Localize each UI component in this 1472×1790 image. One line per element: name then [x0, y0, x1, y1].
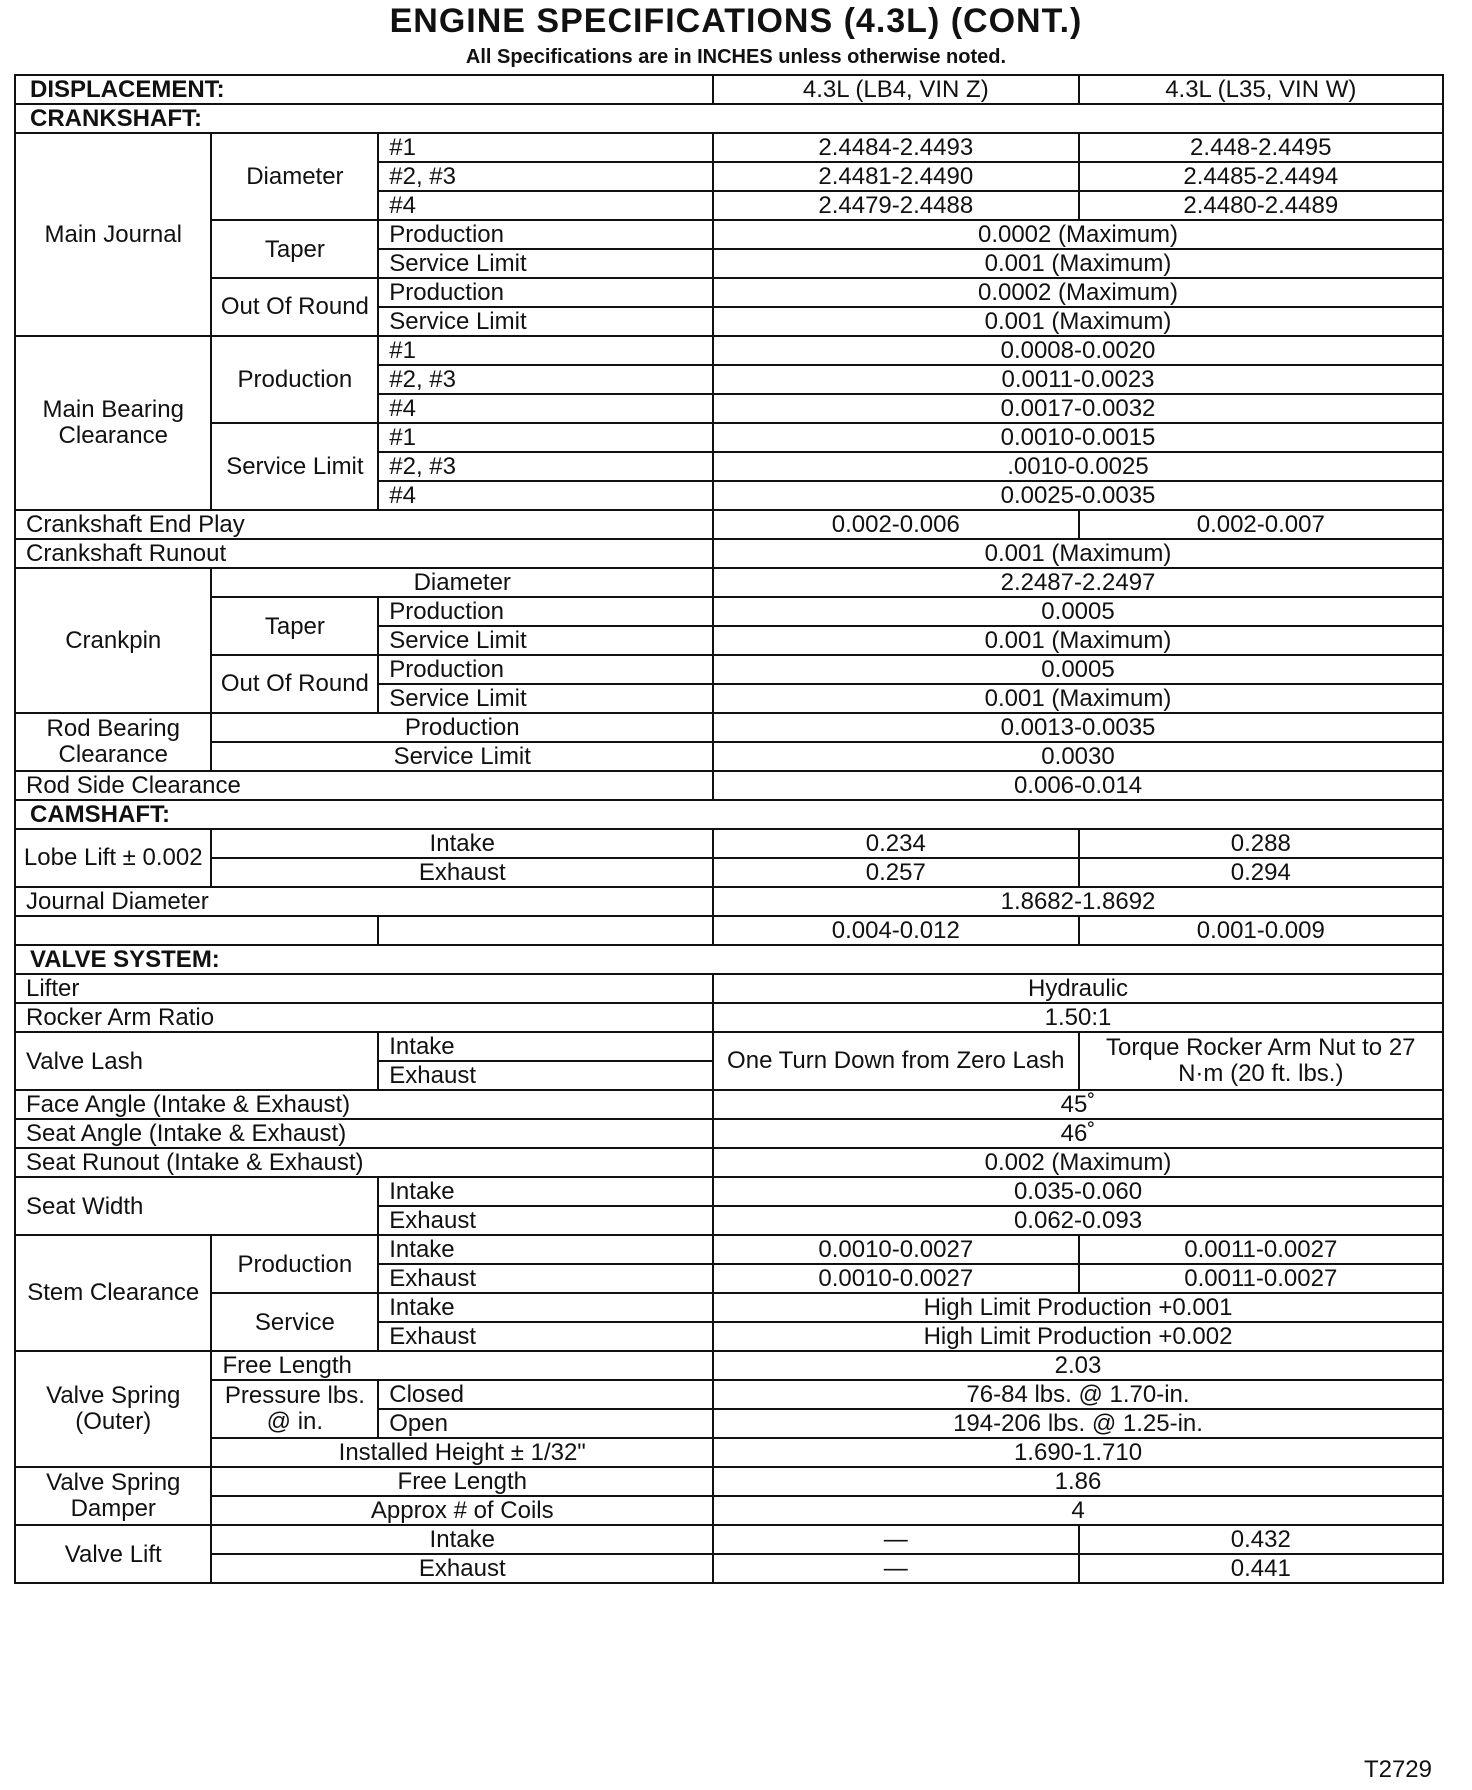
intake-label: Intake	[378, 1293, 713, 1322]
table-cell: High Limit Production +0.002	[713, 1322, 1443, 1351]
rod-bearing-clearance-label: Rod Bearing Clearance	[15, 713, 211, 771]
column-header-lb4: 4.3L (LB4, VIN Z)	[713, 75, 1079, 104]
pressure-label: Pressure lbs. @ in.	[211, 1380, 378, 1438]
table-cell: 0.234	[713, 829, 1079, 858]
production-label: Production	[378, 655, 713, 684]
table-cell: 0.002-0.006	[713, 510, 1079, 539]
table-cell: 0.441	[1079, 1554, 1443, 1583]
figure-id: T2729	[1363, 1756, 1432, 1783]
table-cell: 4	[713, 1496, 1443, 1525]
crankshaft-end-play-label: Crankshaft End Play	[15, 510, 713, 539]
free-length-label: Free Length	[211, 1467, 713, 1496]
table-cell: 1.50:1	[713, 1003, 1443, 1032]
table-cell: 0.001 (Maximum)	[713, 684, 1443, 713]
table-cell: 0.001-0.009	[1079, 916, 1443, 945]
table-cell: 0.0011-0.0023	[713, 365, 1443, 394]
table-cell: 0.006-0.014	[713, 771, 1443, 800]
table-cell: 0.062-0.093	[713, 1206, 1443, 1235]
empty-cell	[378, 916, 713, 945]
table-row	[15, 423, 1443, 452]
lifter-label: Lifter	[15, 974, 713, 1003]
production-label: Production	[378, 278, 713, 307]
table-cell: 0.0005	[713, 655, 1443, 684]
table-cell: 0.0030	[713, 742, 1443, 771]
exhaust-label: Exhaust	[378, 1061, 713, 1090]
table-row	[15, 771, 1443, 800]
table-cell: —	[713, 1525, 1079, 1554]
table-cell: 0.0013-0.0035	[713, 713, 1443, 742]
service-limit-label: Service Limit	[378, 626, 713, 655]
table-cell: 0.004-0.012	[713, 916, 1079, 945]
table-cell: —	[713, 1554, 1079, 1583]
table-cell: 0.0025-0.0035	[713, 481, 1443, 510]
table-cell: 0.0017-0.0032	[713, 394, 1443, 423]
engine-spec-table	[14, 74, 1444, 1584]
service-limit-label: Service Limit	[378, 684, 713, 713]
production-label: Production	[211, 1235, 378, 1293]
table-row	[15, 539, 1443, 568]
table-cell: 0.002 (Maximum)	[713, 1148, 1443, 1177]
table-cell: 2.4480-2.4489	[1079, 191, 1443, 220]
intake-label: Intake	[378, 1235, 713, 1264]
table-row	[15, 1554, 1443, 1583]
journal-number-label: #2, #3	[378, 365, 713, 394]
table-row	[15, 974, 1443, 1003]
stem-clearance-label: Stem Clearance	[15, 1235, 211, 1351]
main-journal-label: Main Journal	[15, 133, 211, 336]
journal-diameter-label: Journal Diameter	[15, 887, 713, 916]
table-cell: 2.03	[713, 1351, 1443, 1380]
out-of-round-label: Out Of Round	[211, 655, 378, 713]
table-cell: 0.288	[1079, 829, 1443, 858]
table-cell: 0.001 (Maximum)	[713, 539, 1443, 568]
column-header-l35: 4.3L (L35, VIN W)	[1079, 75, 1443, 104]
service-limit-label: Service Limit	[378, 249, 713, 278]
table-cell: 194-206 lbs. @ 1.25-in.	[713, 1409, 1443, 1438]
table-cell: 0.294	[1079, 858, 1443, 887]
table-cell: Hydraulic	[713, 974, 1443, 1003]
table-cell: 0.0010-0.0027	[713, 1235, 1079, 1264]
table-row	[15, 133, 1443, 162]
table-row	[15, 278, 1443, 307]
table-cell: 45˚	[713, 1090, 1443, 1119]
page-subtitle: All Specifications are in INCHES unless otherwise noted.	[465, 46, 1007, 68]
table-cell: 0.257	[713, 858, 1079, 887]
production-label: Production	[378, 597, 713, 626]
rocker-arm-ratio-label: Rocker Arm Ratio	[15, 1003, 713, 1032]
table-cell: 0.002-0.007	[1079, 510, 1443, 539]
table-cell: 1.690-1.710	[713, 1438, 1443, 1467]
table-row	[15, 1090, 1443, 1119]
table-cell: 2.4479-2.4488	[713, 191, 1079, 220]
closed-label: Closed	[378, 1380, 713, 1409]
table-row	[15, 1438, 1443, 1467]
table-cell: 0.001 (Maximum)	[713, 307, 1443, 336]
journal-number-label: #4	[378, 481, 713, 510]
table-cell: 0.001 (Maximum)	[713, 626, 1443, 655]
service-label: Service	[211, 1293, 378, 1351]
table-row	[15, 75, 1443, 104]
table-row	[15, 1351, 1443, 1380]
table-cell: 2.2487-2.2497	[713, 568, 1443, 597]
taper-label: Taper	[211, 597, 378, 655]
table-row	[15, 1119, 1443, 1148]
valve-spring-outer-label: Valve Spring (Outer)	[15, 1351, 211, 1467]
table-cell: 1.8682-1.8692	[713, 887, 1443, 916]
table-cell: 0.0005	[713, 597, 1443, 626]
table-cell: 0.0011-0.0027	[1079, 1235, 1443, 1264]
section-header-valve-system: VALVE SYSTEM:	[15, 945, 1443, 974]
table-cell: 0.0008-0.0020	[713, 336, 1443, 365]
face-angle-label: Face Angle (Intake & Exhaust)	[15, 1090, 713, 1119]
free-length-label: Free Length	[211, 1351, 713, 1380]
table-cell: 0.0010-0.0015	[713, 423, 1443, 452]
table-cell: 2.4481-2.4490	[713, 162, 1079, 191]
table-cell: 76-84 lbs. @ 1.70-in.	[713, 1380, 1443, 1409]
table-row	[15, 1235, 1443, 1264]
table-row	[15, 104, 1443, 133]
table-row	[15, 1003, 1443, 1032]
table-row	[15, 597, 1443, 626]
table-row	[15, 1293, 1443, 1322]
seat-angle-label: Seat Angle (Intake & Exhaust)	[15, 1119, 713, 1148]
page-title: ENGINE SPECIFICATIONS (4.3L) (CONT.)	[389, 2, 1083, 40]
displacement-header: DISPLACEMENT:	[15, 75, 713, 104]
taper-label: Taper	[211, 220, 378, 278]
out-of-round-label: Out Of Round	[211, 278, 378, 336]
approx-coils-label: Approx # of Coils	[211, 1496, 713, 1525]
table-row	[15, 655, 1443, 684]
table-row	[15, 336, 1443, 365]
table-cell: 0.432	[1079, 1525, 1443, 1554]
journal-number-label: #1	[378, 423, 713, 452]
empty-cell	[15, 916, 378, 945]
table-cell: Torque Rocker Arm Nut to 27 N·m (20 ft. lbs.)	[1079, 1032, 1443, 1090]
table-row	[15, 1380, 1443, 1409]
service-limit-label: Service Limit	[211, 423, 378, 510]
table-cell: 46˚	[713, 1119, 1443, 1148]
service-limit-label: Service Limit	[378, 307, 713, 336]
table-row	[15, 220, 1443, 249]
table-cell: 2.448-2.4495	[1079, 133, 1443, 162]
intake-label: Intake	[378, 1032, 713, 1061]
diameter-label: Diameter	[211, 133, 378, 220]
exhaust-label: Exhaust	[211, 858, 713, 887]
table-row	[15, 713, 1443, 742]
table-cell: 2.4484-2.4493	[713, 133, 1079, 162]
table-row	[15, 568, 1443, 597]
table-row	[15, 858, 1443, 887]
rod-side-clearance-label: Rod Side Clearance	[15, 771, 713, 800]
table-cell: 0.0002 (Maximum)	[713, 220, 1443, 249]
journal-number-label: #4	[378, 394, 713, 423]
table-cell: 2.4485-2.4494	[1079, 162, 1443, 191]
exhaust-label: Exhaust	[378, 1206, 713, 1235]
table-row	[15, 1032, 1443, 1061]
diameter-label: Diameter	[211, 568, 713, 597]
exhaust-label: Exhaust	[378, 1264, 713, 1293]
journal-number-label: #2, #3	[378, 162, 713, 191]
valve-lash-label: Valve Lash	[15, 1032, 378, 1090]
journal-number-label: #4	[378, 191, 713, 220]
section-header-camshaft: CAMSHAFT:	[15, 800, 1443, 829]
valve-lift-label: Valve Lift	[15, 1525, 211, 1583]
table-cell: High Limit Production +0.001	[713, 1293, 1443, 1322]
production-label: Production	[211, 713, 713, 742]
seat-width-label: Seat Width	[15, 1177, 378, 1235]
open-label: Open	[378, 1409, 713, 1438]
lobe-lift-label: Lobe Lift ± 0.002	[15, 829, 211, 887]
table-row	[15, 945, 1443, 974]
table-row	[15, 510, 1443, 539]
table-cell: .0010-0.0025	[713, 452, 1443, 481]
intake-label: Intake	[211, 1525, 713, 1554]
journal-number-label: #2, #3	[378, 452, 713, 481]
table-cell: 0.0002 (Maximum)	[713, 278, 1443, 307]
crankpin-label: Crankpin	[15, 568, 211, 713]
table-row	[15, 1496, 1443, 1525]
table-cell: 0.0010-0.0027	[713, 1264, 1079, 1293]
table-row	[15, 1177, 1443, 1206]
production-label: Production	[378, 220, 713, 249]
exhaust-label: Exhaust	[378, 1322, 713, 1351]
table-cell: One Turn Down from Zero Lash	[713, 1032, 1079, 1090]
table-row	[15, 829, 1443, 858]
seat-runout-label: Seat Runout (Intake & Exhaust)	[15, 1148, 713, 1177]
table-row	[15, 916, 1443, 945]
intake-label: Intake	[378, 1177, 713, 1206]
exhaust-label: Exhaust	[211, 1554, 713, 1583]
table-row	[15, 1148, 1443, 1177]
service-limit-label: Service Limit	[211, 742, 713, 771]
main-bearing-clearance-label: Main Bearing Clearance	[15, 336, 211, 510]
crankshaft-runout-label: Crankshaft Runout	[15, 539, 713, 568]
table-cell: 0.0011-0.0027	[1079, 1264, 1443, 1293]
valve-spring-damper-label: Valve Spring Damper	[15, 1467, 211, 1525]
section-header-crankshaft: CRANKSHAFT:	[15, 104, 1443, 133]
table-row	[15, 1467, 1443, 1496]
installed-height-label: Installed Height ± 1/32"	[211, 1438, 713, 1467]
table-cell: 0.001 (Maximum)	[713, 249, 1443, 278]
table-cell: 0.035-0.060	[713, 1177, 1443, 1206]
intake-label: Intake	[211, 829, 713, 858]
table-row	[15, 800, 1443, 829]
table-row	[15, 887, 1443, 916]
table-row	[15, 1525, 1443, 1554]
production-label: Production	[211, 336, 378, 423]
journal-number-label: #1	[378, 336, 713, 365]
table-row	[15, 742, 1443, 771]
journal-number-label: #1	[378, 133, 713, 162]
table-cell: 1.86	[713, 1467, 1443, 1496]
